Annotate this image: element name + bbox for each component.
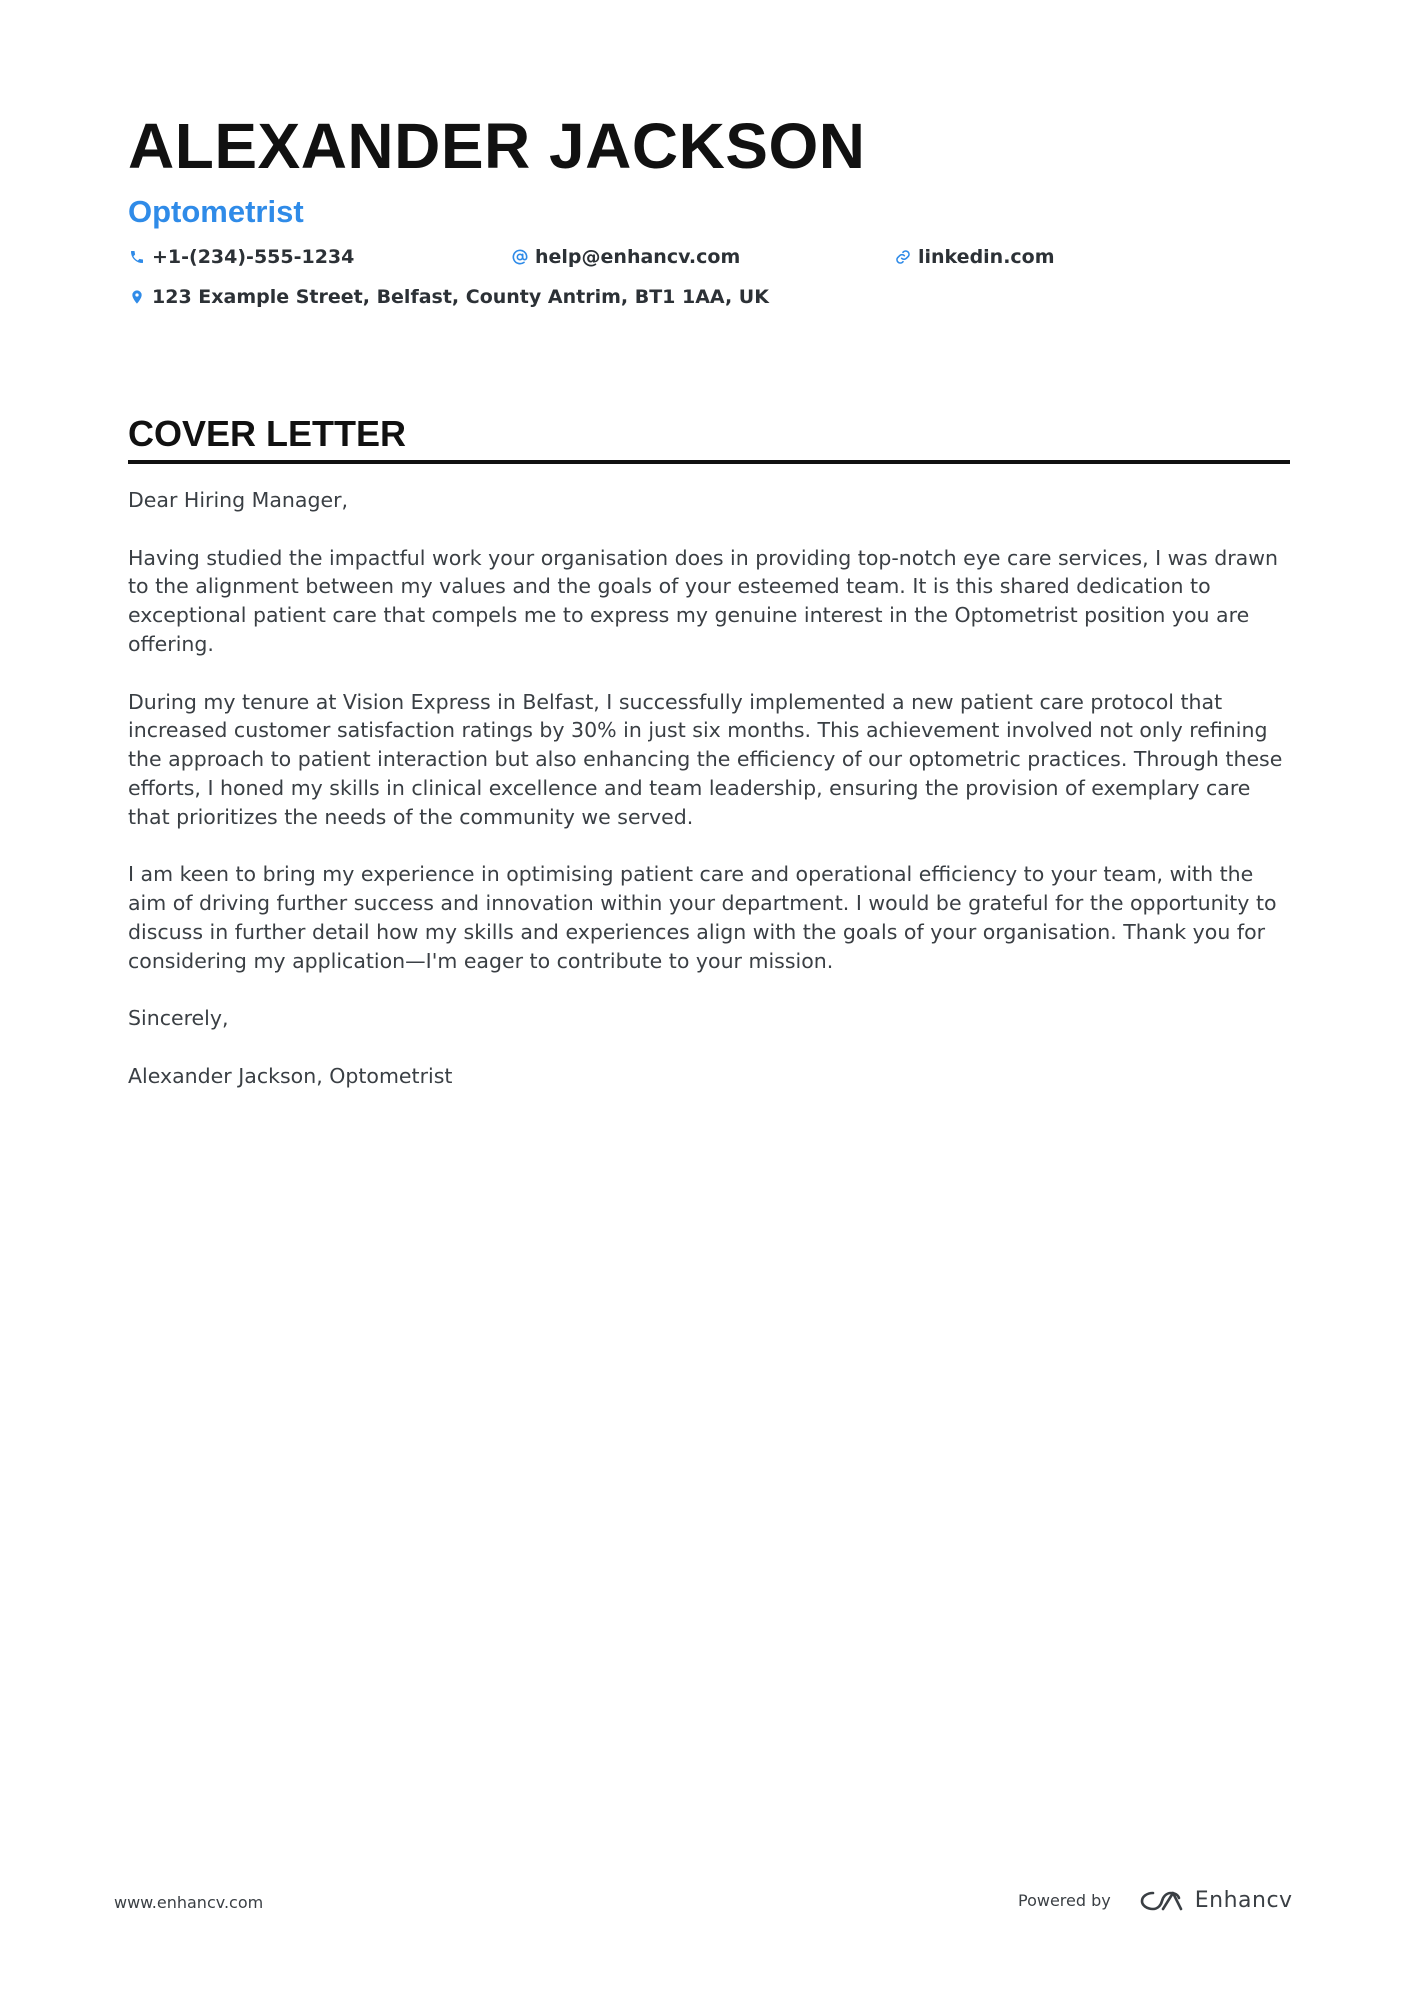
section-divider (128, 460, 1290, 464)
phone-icon (128, 248, 146, 266)
enhancv-logo-icon (1139, 1889, 1185, 1913)
footer-website[interactable]: www.enhancv.com (114, 1893, 264, 1912)
applicant-role: Optometrist (128, 194, 304, 229)
closing: Sincerely, (128, 1006, 229, 1031)
applicant-name: ALEXANDER JACKSON (128, 110, 866, 182)
email-text: help@enhancv.com (535, 246, 741, 268)
signature: Alexander Jackson, Optometrist (128, 1063, 453, 1088)
cover-letter-page (128, 108, 1290, 1120)
phone-text: +1-(234)-555-1234 (152, 246, 355, 268)
contact-address (128, 282, 769, 312)
salutation: Dear Hiring Manager, (128, 488, 349, 512)
enhancv-logo[interactable] (1139, 1888, 1293, 1913)
linkedin-text: linkedin.com (918, 246, 1055, 268)
at-sign-icon (511, 248, 529, 266)
contact-phone[interactable] (128, 242, 354, 272)
location-pin-icon (128, 288, 146, 306)
letter-paragraph: Having studied the impactful work your organisation does in providing top-notch eye care services, I was drawn to the alignment between my values and the goals of your esteemed team. It is this shared dedication to exceptional patient care that compels me to express my genuine interest in the Optometrist position you are offering. (128, 545, 1278, 656)
footer-powered-by (1018, 1888, 1293, 1913)
contact-info (128, 242, 1290, 322)
contact-linkedin[interactable] (894, 242, 1055, 272)
brand-name: Enhancv (1194, 1888, 1293, 1913)
powered-by-label: Powered by (1018, 1891, 1111, 1910)
contact-email[interactable] (511, 242, 740, 272)
letter-paragraph: I am keen to bring my experience in optimising patient care and operational efficiency to your team, with the aim of driving further success and innovation within your department. I would be grateful for the opportunity to discuss in further detail how my skills and experiences align with the goals of your organisation. Thank you for considering my application—I'm eager to contribute to your mission. (128, 862, 1277, 973)
address-text: 123 Example Street, Belfast, County Antrim, BT1 1AA, UK (152, 286, 769, 308)
letter-body (128, 486, 1290, 1091)
letter-paragraph: During my tenure at Vision Express in Belfast, I successfully implemented a new patient care protocol that increased customer satisfaction ratings by 30% in just six months. This achievement involved not only refining the approach to patient interaction but also enhancing the efficiency of our optometric practices. Through these efforts, I honed my skills in clinical excellence and team leadership, ensuring the provision of exemplary care that prioritizes the needs of the community we served. (128, 689, 1283, 829)
section-title: COVER LETTER (128, 413, 407, 454)
link-icon (894, 248, 912, 266)
